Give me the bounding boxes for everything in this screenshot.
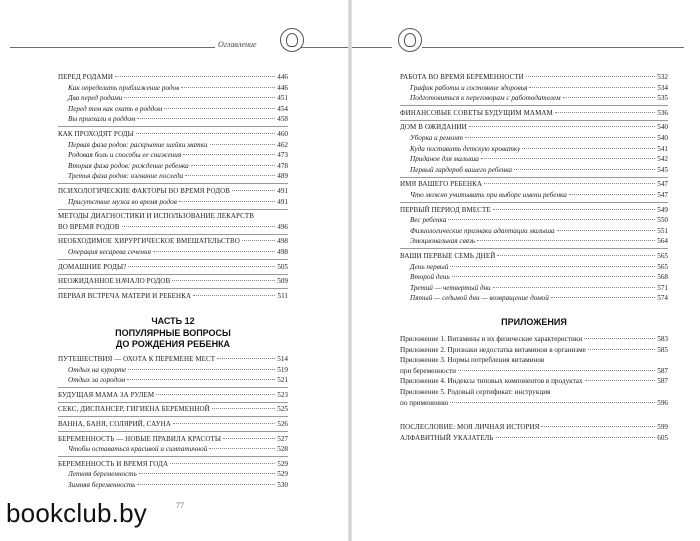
toc-subentry xyxy=(400,144,668,155)
toc-leader-dots xyxy=(450,266,655,267)
toc-entry-title: КАК ПРОХОДЯТ РОДЫ xyxy=(58,129,134,138)
toc-leader-dots xyxy=(522,148,655,149)
toc-entry xyxy=(58,222,288,233)
header-title: Оглавление xyxy=(218,40,257,49)
toc-page-number: 462 xyxy=(277,140,288,149)
toc-page-number: 498 xyxy=(277,237,288,246)
book-spine xyxy=(348,0,352,541)
toc-leader-dots xyxy=(448,219,655,220)
toc-entry xyxy=(400,376,668,387)
toc-entry-title: Пятый — седьмой дни — возвращение домой xyxy=(410,294,549,303)
toc-divider xyxy=(400,120,668,121)
toc-page-number: 574 xyxy=(657,294,668,303)
toc-divider xyxy=(58,183,288,184)
toc-entry-title: ВАШИ ПЕРВЫЕ СЕМЬ ДНЕЙ xyxy=(400,251,496,260)
toc-divider xyxy=(58,416,288,417)
toc-page-number: 565 xyxy=(657,251,668,260)
toc-entry-title: Третий — четвертый дни xyxy=(410,283,491,292)
part-title-line2: ДО РОЖДЕНИЯ РЕБЕНКА xyxy=(115,339,231,349)
toc-entry-title: Приданое для малыша xyxy=(410,155,479,164)
toc-leader-dots xyxy=(172,280,275,281)
toc-entry-title: Куда поставить детскую кроватку xyxy=(410,144,521,153)
toc-page-number: 587 xyxy=(657,366,668,375)
toc-page-number: 446 xyxy=(277,83,288,92)
toc-page-number: 585 xyxy=(657,345,668,354)
header-ornament-icon xyxy=(280,28,304,52)
toc-entry-title: Третья фаза родов: изгнание последа xyxy=(68,172,184,181)
toc-entry-title: Приложение 3. Нормы потребления витаминов xyxy=(400,356,545,365)
toc-leader-dots xyxy=(191,165,276,166)
toc-page-number: 571 xyxy=(657,283,668,292)
toc-page-number: 460 xyxy=(277,129,288,138)
toc-divider xyxy=(400,177,668,178)
toc-entry-title: Зимняя беременность xyxy=(68,480,136,489)
toc-leader-dots xyxy=(232,190,275,191)
toc-entry xyxy=(400,433,668,444)
toc-entry xyxy=(58,434,288,445)
toc-entry-title: ДОМАШНИЕ РОДЫ? xyxy=(58,262,127,271)
toc-subentry xyxy=(58,93,288,104)
toc-entry xyxy=(58,211,288,222)
left-toc-list-part12 xyxy=(58,354,288,491)
toc-entry-title: ПЕРЕД РОДАМИ xyxy=(58,73,114,81)
toc-entry-title: Чтобы оставаться красивой и симпатичной xyxy=(68,445,208,454)
toc-entry-title: График работы и состояние здоровья xyxy=(410,83,528,92)
toc-entry-title: Отдых на курорте xyxy=(68,365,127,374)
toc-entry-title: Уборка и ремонт xyxy=(410,133,463,142)
toc-page-number: 478 xyxy=(277,161,288,170)
toc-entry-title: ПОСЛЕСЛОВИЕ: МОЯ ЛИЧНАЯ ИСТОРИЯ xyxy=(400,423,540,431)
toc-page-number: 529 xyxy=(277,459,288,468)
toc-leader-dots xyxy=(555,112,655,113)
toc-page-number: 529 xyxy=(277,470,288,479)
toc-entry-title: НЕОЖИДАННОЕ НАЧАЛО РОДОВ xyxy=(58,277,171,286)
toc-entry-title: Вторая фаза родов: рождение ребенка xyxy=(68,161,189,170)
toc-subentry xyxy=(58,150,288,161)
toc-entry-title: РАБОТА ВО ВРЕМЯ БЕРЕМЕННОСТИ xyxy=(400,73,524,81)
toc-divider xyxy=(58,234,288,235)
toc-leader-dots xyxy=(588,349,655,350)
toc-entry-title: Как определить приближение родов xyxy=(68,83,180,92)
toc-page-number: 583 xyxy=(657,335,668,343)
toc-entry-title: БЕРЕМЕННОСТЬ И ВРЕМЯ ГОДА xyxy=(58,459,169,468)
toc-page-number: 541 xyxy=(657,144,668,153)
toc-entry-title: Перед тем как ехать в роддом xyxy=(68,104,163,113)
toc-subentry xyxy=(400,165,668,176)
toc-page-number: 454 xyxy=(277,104,288,113)
appendices-list xyxy=(400,334,668,408)
toc-subentry xyxy=(58,114,288,125)
toc-leader-dots xyxy=(484,183,655,184)
toc-page-number: 547 xyxy=(657,190,668,199)
toc-subentry xyxy=(58,161,288,172)
toc-entry-title: Первый гардероб вашего ребенка xyxy=(410,165,512,174)
toc-leader-dots xyxy=(212,408,275,409)
toc-page-number: 514 xyxy=(277,355,288,363)
toc-entry xyxy=(400,108,668,119)
toc-entry-title: АЛФАВИТНЫЙ УКАЗАТЕЛЬ xyxy=(400,433,494,442)
toc-page-number: 509 xyxy=(277,277,288,286)
toc-entry-title: Физиологические признаки адаптации малыша xyxy=(410,226,555,235)
toc-leader-dots xyxy=(469,126,655,127)
toc-entry-title: МЕТОДЫ ДИАГНОСТИКИ И ИСПОЛЬЗОВАНИЕ ЛЕКАРСТВ xyxy=(58,212,255,221)
toc-entry xyxy=(58,291,288,302)
toc-leader-dots xyxy=(481,158,655,159)
toc-leader-dots xyxy=(153,251,275,252)
toc-page-number: 565 xyxy=(657,262,668,271)
toc-entry-title: Родовая боль и способы ее снижения xyxy=(68,151,182,160)
toc-entry-title: Приложение 4. Индексы типовых компонентов в продуктах xyxy=(400,377,583,386)
toc-page-number: 458 xyxy=(277,115,288,124)
toc-page-number: 605 xyxy=(657,433,668,442)
toc-entry xyxy=(400,179,668,190)
toc-page-number: 489 xyxy=(277,172,288,181)
toc-subentry xyxy=(58,197,288,208)
part-title-line1: ПОПУЛЯРНЫЕ ВОПРОСЫ xyxy=(115,327,231,338)
toc-divider xyxy=(58,288,288,289)
toc-subentry xyxy=(400,83,668,94)
toc-page-number: 536 xyxy=(657,108,668,117)
toc-divider xyxy=(58,431,288,432)
header-rule-right-start xyxy=(352,47,392,48)
toc-entry-title: Вы приехали в роддом xyxy=(68,115,136,124)
toc-divider xyxy=(400,202,668,203)
toc-divider xyxy=(58,126,288,127)
toc-entry-title: День первый xyxy=(410,262,449,271)
toc-leader-dots xyxy=(170,463,275,464)
toc-subentry xyxy=(58,247,288,258)
toc-leader-dots xyxy=(124,97,275,98)
toc-leader-dots xyxy=(557,230,656,231)
toc-leader-dots xyxy=(242,240,275,241)
toc-leader-dots xyxy=(584,338,655,339)
toc-leader-dots xyxy=(156,394,275,395)
toc-entry xyxy=(58,186,288,197)
toc-page-number: 564 xyxy=(657,237,668,246)
toc-entry xyxy=(58,276,288,287)
toc-entry xyxy=(400,387,668,398)
toc-entry-title: ФИНАНСОВЫЕ СОВЕТЫ БУДУЩИМ МАМАМ xyxy=(400,108,553,117)
toc-leader-dots xyxy=(127,379,275,380)
toc-entry-title: Присутствие мужа во время родов xyxy=(68,197,177,206)
toc-leader-dots xyxy=(497,255,655,256)
toc-subentry xyxy=(400,215,668,226)
toc-subentry xyxy=(58,104,288,115)
toc-subentry xyxy=(58,365,288,376)
toc-leader-dots xyxy=(569,194,655,195)
toc-entry xyxy=(400,345,668,356)
toc-divider xyxy=(58,387,288,388)
toc-leader-dots xyxy=(128,266,275,267)
toc-entry-title: ВО ВРЕМЯ РОДОВ xyxy=(58,222,120,231)
toc-leader-dots xyxy=(493,209,656,210)
toc-entry xyxy=(58,129,288,140)
toc-page-number: 496 xyxy=(277,222,288,231)
toc-leader-dots xyxy=(173,423,275,424)
toc-page-number: 511 xyxy=(277,291,288,300)
toc-subentry xyxy=(58,444,288,455)
toc-page-number: 525 xyxy=(277,405,288,414)
toc-page-number: 473 xyxy=(277,151,288,160)
toc-subentry xyxy=(400,272,668,283)
toc-leader-dots xyxy=(585,380,656,381)
toc-entry-title: Приложение 5. Родовый сертификат: инструкция xyxy=(400,387,551,396)
toc-entry-title: при беременности xyxy=(400,366,457,375)
right-toc-list xyxy=(400,72,668,304)
toc-divider xyxy=(58,402,288,403)
toc-subentry xyxy=(400,293,668,304)
toc-entry-title: Что можно учитывать при выборе имени ребенка xyxy=(410,190,567,199)
toc-entry-title: Подготовиться к переговорам с работодателем xyxy=(410,94,561,103)
toc-leader-dots xyxy=(122,226,276,227)
toc-page-number: 519 xyxy=(277,365,288,374)
toc-leader-dots xyxy=(526,76,655,77)
toc-entry-title: Второй день xyxy=(410,273,450,282)
toc-subentry xyxy=(58,83,288,94)
toc-entry-title: ВАННА, БАНЯ, СОЛЯРИЙ, САУНА xyxy=(58,419,171,428)
header-rule-left xyxy=(10,47,215,48)
toc-page-number: 549 xyxy=(657,205,668,214)
toc-leader-dots xyxy=(115,76,275,77)
toc-entry xyxy=(400,122,668,133)
toc-entry xyxy=(58,262,288,273)
toc-entry xyxy=(400,251,668,262)
toc-page-number: 528 xyxy=(277,445,288,454)
header-rule-right xyxy=(422,47,684,48)
toc-leader-dots xyxy=(450,402,655,403)
toc-leader-dots xyxy=(137,484,275,485)
toc-entry-title: Летняя беременность xyxy=(68,470,137,479)
toc-entry-title: СЕКС, ДИСПАНСЕР, ГИГИЕНА БЕРЕМЕННОЙ xyxy=(58,405,210,414)
toc-leader-dots xyxy=(465,137,655,138)
toc-entry-title: Два перед родами xyxy=(68,94,123,103)
toc-subentry xyxy=(400,93,668,104)
toc-leader-dots xyxy=(139,473,275,474)
toc-page-number: 596 xyxy=(657,398,668,407)
toc-entry-title: Вес ребенка xyxy=(410,216,447,225)
toc-divider xyxy=(58,209,288,210)
toc-page-number: 535 xyxy=(657,94,668,103)
toc-subentry xyxy=(58,171,288,182)
toc-entry-title: ПСИХОЛОГИЧЕСКИЕ ФАКТОРЫ ВО ВРЕМЯ РОДОВ xyxy=(58,186,231,195)
toc-page-number: 587 xyxy=(657,377,668,386)
toc-page-number: 550 xyxy=(657,216,668,225)
toc-page-number: 446 xyxy=(277,73,288,81)
toc-leader-dots xyxy=(541,426,655,427)
header-ornament-right-icon xyxy=(398,28,422,52)
toc-entry-title: Приложение 1. Витамины и их физические характеристики xyxy=(400,335,583,343)
toc-entry-title: Отдых за городом xyxy=(68,376,126,385)
toc-leader-dots xyxy=(458,370,655,371)
toc-entry xyxy=(58,72,288,83)
toc-page-number: 545 xyxy=(657,165,668,174)
toc-leader-dots xyxy=(137,118,275,119)
toc-leader-dots xyxy=(164,108,275,109)
toc-entry xyxy=(400,422,668,433)
toc-page-number: 540 xyxy=(657,133,668,142)
toc-page-number: 491 xyxy=(277,186,288,195)
left-toc-list xyxy=(58,72,288,301)
toc-page-number: 599 xyxy=(657,423,668,431)
toc-leader-dots xyxy=(185,175,275,176)
appendices-heading: ПРИЛОЖЕНИЯ xyxy=(501,317,567,327)
toc-entry xyxy=(58,354,288,365)
toc-divider xyxy=(58,274,288,275)
toc-page-number: 568 xyxy=(657,273,668,282)
toc-entry xyxy=(400,355,668,366)
toc-page-number: 540 xyxy=(657,123,668,132)
toc-entry xyxy=(58,236,288,247)
toc-entry-title: ДОМ В ОЖИДАНИИ xyxy=(400,123,467,132)
toc-page-number: 451 xyxy=(277,94,288,103)
watermark-logo: bookclub.by xyxy=(6,498,147,528)
toc-leader-dots xyxy=(179,201,275,202)
header-rule-left-end xyxy=(300,47,348,48)
toc-subentry xyxy=(400,262,668,273)
toc-entry-title: Эмоциональная связь xyxy=(410,237,476,246)
toc-subentry xyxy=(58,140,288,151)
toc-entry xyxy=(400,398,668,409)
toc-page-number: 491 xyxy=(277,197,288,206)
endmatter-list xyxy=(400,422,668,443)
toc-divider xyxy=(400,248,668,249)
toc-entry-title: ПУТЕШЕСТВИЯ — ОХОТА К ПЕРЕМЕНЕ МЕСТ xyxy=(58,355,216,363)
toc-page-number: 534 xyxy=(657,83,668,92)
toc-leader-dots xyxy=(514,169,655,170)
toc-leader-dots xyxy=(217,358,275,359)
toc-entry-title: БУДУЩАЯ МАМА ЗА РУЛЕМ xyxy=(58,390,155,399)
toc-entry-title: Приложение 2. Признаки недостатка витаминов в организме xyxy=(400,345,586,354)
toc-subentry xyxy=(400,154,668,165)
toc-leader-dots xyxy=(210,144,276,145)
toc-entry-title: ПЕРВАЯ ВСТРЕЧА МАТЕРИ И РЕБЕНКА xyxy=(58,291,192,300)
toc-entry-title: ПЕРВЫЙ ПЕРИОД ВМЕСТЕ xyxy=(400,205,491,214)
toc-page-number: 521 xyxy=(277,376,288,385)
toc-leader-dots xyxy=(181,87,275,88)
toc-leader-dots xyxy=(223,438,275,439)
page-number: 77 xyxy=(176,501,184,510)
toc-leader-dots xyxy=(477,240,655,241)
toc-entry xyxy=(400,366,668,377)
toc-subentry xyxy=(400,226,668,237)
toc-leader-dots xyxy=(493,287,656,288)
toc-page-number: 523 xyxy=(277,390,288,399)
toc-leader-dots xyxy=(529,87,655,88)
toc-subentry xyxy=(58,375,288,386)
toc-subentry xyxy=(400,133,668,144)
toc-leader-dots xyxy=(452,276,656,277)
toc-entry xyxy=(400,205,668,216)
toc-page-number: 526 xyxy=(277,419,288,428)
toc-divider xyxy=(400,105,668,106)
toc-divider xyxy=(58,456,288,457)
toc-page-number: 498 xyxy=(277,247,288,256)
toc-leader-dots xyxy=(183,154,275,155)
toc-subentry xyxy=(58,480,288,491)
part-heading xyxy=(58,316,288,351)
toc-leader-dots xyxy=(193,295,275,296)
toc-entry-title: БЕРЕМЕННОСТЬ — НОВЫЕ ПРАВИЛА КРАСОТЫ xyxy=(58,434,222,443)
toc-subentry xyxy=(400,236,668,247)
toc-entry xyxy=(58,419,288,430)
toc-page-number: 547 xyxy=(657,180,668,189)
toc-leader-dots xyxy=(551,297,655,298)
toc-page-number: 505 xyxy=(277,262,288,271)
toc-subentry xyxy=(400,190,668,201)
toc-leader-dots xyxy=(563,97,656,98)
toc-entry-title: по применению xyxy=(400,398,449,407)
toc-entry-title: НЕОБХОДИМОЕ ХИРУРГИЧЕСКОЕ ВМЕШАТЕЛЬСТВО xyxy=(58,237,240,246)
toc-leader-dots xyxy=(496,437,656,438)
toc-leader-dots xyxy=(209,448,275,449)
toc-entry-title: Операция кесарева сечения xyxy=(68,247,151,256)
toc-entry xyxy=(400,334,668,345)
toc-entry xyxy=(58,390,288,401)
toc-page-number: 542 xyxy=(657,155,668,164)
toc-entry xyxy=(58,404,288,415)
toc-entry xyxy=(400,72,668,83)
toc-page-number: 530 xyxy=(277,480,288,489)
toc-entry-title: Первая фаза родов: раскрытие шейки матки xyxy=(68,140,208,149)
part-number: ЧАСТЬ 12 xyxy=(151,316,195,326)
toc-page-number: 551 xyxy=(657,226,668,235)
toc-page-number: 532 xyxy=(657,73,668,81)
toc-divider xyxy=(58,259,288,260)
toc-subentry xyxy=(400,283,668,294)
toc-entry-title: ИМЯ ВАШЕГО РЕБЕНКА xyxy=(400,180,483,189)
toc-leader-dots xyxy=(128,369,275,370)
toc-leader-dots xyxy=(136,133,275,134)
toc-entry xyxy=(58,459,288,470)
toc-subentry xyxy=(58,469,288,480)
toc-page-number: 527 xyxy=(277,434,288,443)
